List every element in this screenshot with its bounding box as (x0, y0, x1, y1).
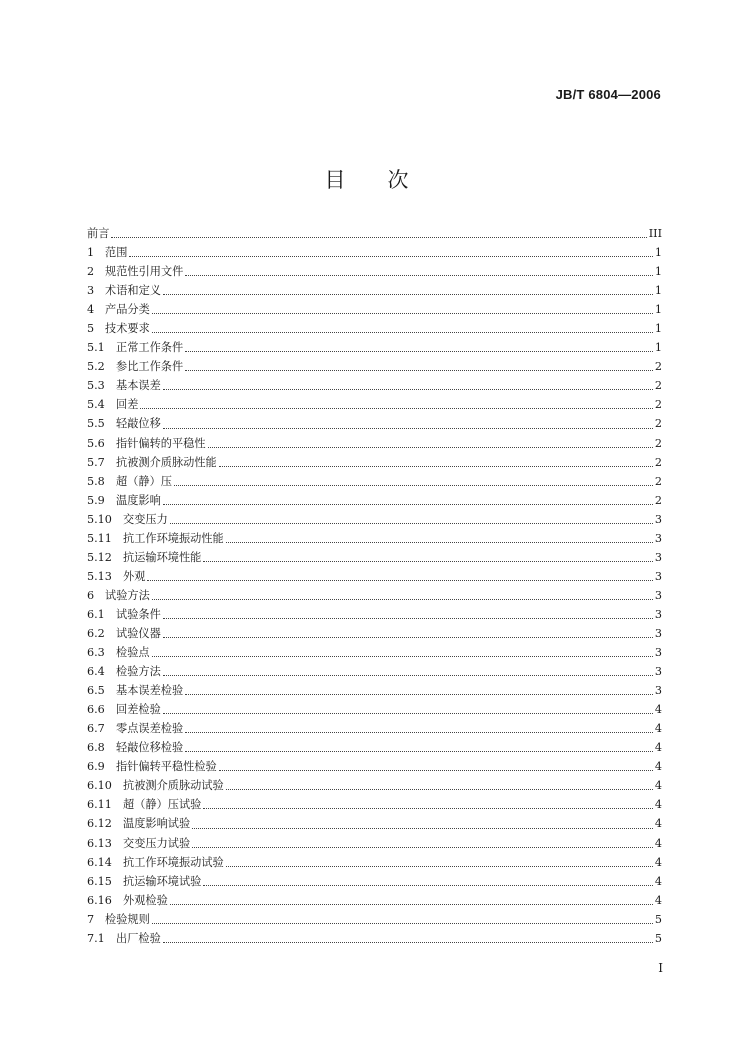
toc-leader-dots (163, 941, 653, 943)
toc-entry[interactable] (87, 814, 662, 833)
toc-entry-number: 7 (87, 912, 95, 926)
toc-entry-label: 温度影响 (116, 493, 161, 507)
toc-entry-page: 5 (654, 931, 662, 945)
toc-entry-label: 抗运输环境试验 (123, 874, 202, 888)
toc-entry-page: 1 (654, 341, 662, 355)
toc-entry-label: 指针偏转的平稳性 (116, 436, 206, 450)
toc-entry[interactable] (87, 529, 662, 548)
toc-entry[interactable] (87, 586, 662, 605)
toc-entry-page: 1 (654, 265, 662, 279)
toc-leader-dots (185, 693, 653, 695)
toc-entry-number: 5.6 (87, 436, 105, 450)
toc-entry-label: 前言 (87, 227, 110, 240)
toc-entry[interactable] (87, 434, 662, 453)
toc-entry-page: 3 (654, 607, 662, 621)
toc-entry[interactable] (87, 567, 662, 586)
toc-leader-dots (203, 884, 653, 886)
toc-title-char: 次 (387, 168, 409, 192)
toc-entry-label: 回差检验 (116, 703, 161, 717)
toc-entry-label: 正常工作条件 (116, 341, 184, 355)
toc-entry[interactable] (87, 453, 662, 472)
toc-entry-label: 产品分类 (105, 303, 150, 317)
toc-entry-page: 2 (654, 398, 662, 412)
toc-entry-label: 抗运输环境性能 (123, 550, 202, 564)
toc-leader-dots (174, 484, 653, 486)
toc-entry-label: 抗工作环境振动试验 (123, 855, 224, 869)
toc-entry-label: 轻敲位移检验 (116, 741, 184, 755)
toc-leader-dots (129, 255, 652, 257)
toc-entry-label: 检验规则 (105, 912, 150, 926)
toc-leader-dots (226, 865, 653, 867)
toc-leader-dots (140, 407, 652, 409)
toc-entry[interactable] (87, 719, 662, 738)
toc-entry-label: 抗工作环境振动性能 (123, 531, 224, 545)
standard-code: JB/T 6804—2006 (555, 87, 661, 102)
toc-entry[interactable] (87, 891, 662, 910)
toc-entry-label: 术语和定义 (105, 284, 161, 298)
toc-leader-dots (152, 922, 653, 924)
toc-title-char: 目 (324, 168, 346, 192)
toc-entry[interactable] (87, 243, 662, 262)
toc-leader-dots (226, 788, 653, 790)
toc-entry[interactable] (87, 605, 662, 624)
toc-entry-page: 3 (654, 684, 662, 698)
toc-entry[interactable] (87, 395, 662, 414)
toc-entry[interactable] (87, 338, 662, 357)
toc-entry-page: 2 (654, 436, 662, 450)
toc-entry-page: 4 (654, 722, 662, 736)
toc-leader-dots (152, 312, 653, 314)
toc-entry-label: 检验方法 (116, 665, 161, 679)
toc-entry-number: 5.12 (87, 550, 112, 564)
toc-entry[interactable] (87, 700, 662, 719)
toc-leader-dots (163, 712, 653, 714)
table-of-contents (87, 224, 662, 948)
toc-entry-label: 超（静）压 (116, 474, 172, 488)
toc-entry-page: 1 (654, 322, 662, 336)
toc-entry-number: 5.11 (87, 531, 112, 545)
toc-leader-dots (185, 274, 653, 276)
toc-entry[interactable] (87, 738, 662, 757)
toc-entry-number: 5.10 (87, 512, 112, 526)
toc-entry[interactable] (87, 414, 662, 433)
toc-entry-label: 技术要求 (105, 322, 150, 336)
toc-entry-page: 3 (654, 531, 662, 545)
toc-entry-page: 2 (654, 379, 662, 393)
toc-entry-page: 2 (654, 493, 662, 507)
toc-leader-dots (185, 750, 653, 752)
toc-entry-page: 2 (654, 360, 662, 374)
toc-leader-dots (163, 293, 653, 295)
toc-entry-label: 外观 (123, 569, 146, 583)
toc-entry-label: 基本误差检验 (116, 684, 184, 698)
toc-entry-number: 6.11 (87, 798, 112, 812)
toc-entry-number: 3 (87, 284, 95, 298)
toc-entry-label: 检验点 (116, 646, 150, 660)
toc-entry-page: 3 (654, 665, 662, 679)
toc-entry-label: 抗被测介质脉动性能 (116, 455, 217, 469)
toc-entry[interactable] (87, 224, 662, 243)
toc-entry-number: 6.4 (87, 665, 105, 679)
toc-entry-label: 外观检验 (123, 893, 168, 907)
toc-leader-dots (185, 731, 653, 733)
toc-entry[interactable] (87, 357, 662, 376)
toc-leader-dots (163, 674, 653, 676)
toc-entry-label: 零点误差检验 (116, 722, 184, 736)
toc-entry[interactable] (87, 929, 662, 948)
toc-entry-label: 交变压力试验 (123, 836, 191, 850)
toc-leader-dots (192, 846, 653, 848)
toc-entry-label: 温度影响试验 (123, 817, 191, 831)
toc-entry-number: 6.1 (87, 607, 105, 621)
toc-entry-page: 3 (654, 550, 662, 564)
toc-entry-page: 4 (654, 741, 662, 755)
toc-leader-dots (185, 350, 653, 352)
toc-entry-label: 试验方法 (105, 588, 150, 602)
toc-entry-number: 6.10 (87, 779, 112, 793)
toc-leader-dots (226, 541, 653, 543)
toc-entry-page: 4 (654, 817, 662, 831)
toc-entry-page: 4 (654, 760, 662, 774)
toc-entry[interactable] (87, 319, 662, 338)
toc-entry-page: 2 (654, 474, 662, 488)
toc-entry-page: 4 (654, 836, 662, 850)
toc-leader-dots (152, 655, 653, 657)
toc-leader-dots (203, 807, 653, 809)
toc-entry-number: 6 (87, 588, 95, 602)
toc-entry-page: 4 (654, 779, 662, 793)
toc-leader-dots (170, 522, 653, 524)
toc-leader-dots (185, 369, 653, 371)
toc-entry-label: 回差 (116, 398, 139, 412)
toc-entry-page: 3 (654, 569, 662, 583)
toc-entry[interactable] (87, 376, 662, 395)
toc-entry-number: 6.9 (87, 760, 105, 774)
toc-leader-dots (163, 503, 653, 505)
toc-entry-number: 1 (87, 246, 95, 260)
toc-entry-page: 4 (654, 798, 662, 812)
toc-entry-number: 6.5 (87, 684, 105, 698)
toc-entry-number: 5.2 (87, 360, 105, 374)
toc-entry[interactable] (87, 853, 662, 872)
toc-entry-number: 2 (87, 265, 95, 279)
toc-leader-dots (163, 617, 653, 619)
toc-leader-dots (152, 331, 653, 333)
toc-entry-number: 5.3 (87, 379, 105, 393)
toc-entry-number: 7.1 (87, 931, 105, 945)
toc-entry-label: 试验仪器 (116, 626, 161, 640)
toc-entry[interactable] (87, 795, 662, 814)
toc-entry-number: 6.7 (87, 722, 105, 736)
toc-entry-number: 5.9 (87, 493, 105, 507)
toc-entry[interactable] (87, 281, 662, 300)
toc-entry[interactable] (87, 834, 662, 853)
toc-entry-page: III (648, 227, 662, 240)
toc-title (0, 164, 733, 194)
toc-entry-number: 6.16 (87, 893, 112, 907)
toc-entry-number: 5 (87, 322, 95, 336)
toc-entry-label: 规范性引用文件 (105, 265, 184, 279)
toc-leader-dots (111, 236, 646, 238)
toc-leader-dots (147, 579, 652, 581)
toc-entry-page: 5 (654, 912, 662, 926)
toc-entry[interactable] (87, 910, 662, 929)
toc-entry-number: 6.8 (87, 741, 105, 755)
toc-leader-dots (208, 446, 653, 448)
toc-entry-page: 3 (654, 588, 662, 602)
toc-entry-label: 试验条件 (116, 607, 161, 621)
toc-entry-label: 超（静）压试验 (123, 798, 202, 812)
toc-entry-label: 范围 (105, 246, 128, 260)
toc-entry-page: 1 (654, 303, 662, 317)
toc-entry-label: 交变压力 (123, 512, 168, 526)
toc-entry-number: 5.4 (87, 398, 105, 412)
toc-entry-number: 4 (87, 303, 95, 317)
toc-entry[interactable] (87, 472, 662, 491)
toc-entry-number: 5.7 (87, 455, 105, 469)
toc-entry-page: 1 (654, 246, 662, 260)
toc-entry-label: 基本误差 (116, 379, 161, 393)
toc-entry[interactable] (87, 757, 662, 776)
toc-entry-page: 3 (654, 646, 662, 660)
toc-leader-dots (192, 827, 653, 829)
toc-entry[interactable] (87, 776, 662, 795)
toc-entry-number: 6.14 (87, 855, 112, 869)
toc-entry-page: 3 (654, 512, 662, 526)
toc-entry-page: 4 (654, 855, 662, 869)
toc-entry[interactable] (87, 643, 662, 662)
toc-leader-dots (163, 636, 653, 638)
toc-entry[interactable] (87, 624, 662, 643)
toc-entry-page: 4 (654, 893, 662, 907)
toc-entry[interactable] (87, 681, 662, 700)
toc-entry-page: 2 (654, 417, 662, 431)
toc-entry[interactable] (87, 662, 662, 681)
toc-leader-dots (219, 465, 653, 467)
toc-leader-dots (170, 903, 653, 905)
toc-entry-number: 6.2 (87, 626, 105, 640)
page-number: I (658, 961, 663, 975)
toc-entry[interactable] (87, 262, 662, 281)
toc-entry-label: 轻敲位移 (116, 417, 161, 431)
toc-entry-number: 5.8 (87, 474, 105, 488)
toc-entry-label: 出厂检验 (116, 931, 161, 945)
toc-entry-number: 6.12 (87, 817, 112, 831)
toc-entry-number: 6.3 (87, 646, 105, 660)
toc-entry-label: 指针偏转平稳性检验 (116, 760, 217, 774)
toc-entry-number: 6.13 (87, 836, 112, 850)
toc-leader-dots (219, 769, 653, 771)
toc-entry[interactable] (87, 491, 662, 510)
toc-entry-label: 参比工作条件 (116, 360, 184, 374)
toc-entry-page: 2 (654, 455, 662, 469)
toc-entry-page: 3 (654, 626, 662, 640)
toc-entry-number: 6.15 (87, 874, 112, 888)
toc-entry-number: 5.5 (87, 417, 105, 431)
toc-leader-dots (163, 427, 653, 429)
toc-leader-dots (203, 560, 653, 562)
toc-entry-page: 1 (654, 284, 662, 298)
toc-leader-dots (163, 388, 653, 390)
toc-entry-page: 4 (654, 703, 662, 717)
toc-entry[interactable] (87, 872, 662, 891)
toc-entry-number: 5.1 (87, 341, 105, 355)
toc-entry-page: 4 (654, 874, 662, 888)
toc-entry-label: 抗被测介质脉动试验 (123, 779, 224, 793)
toc-entry[interactable] (87, 510, 662, 529)
toc-entry[interactable] (87, 300, 662, 319)
toc-leader-dots (152, 598, 653, 600)
toc-entry-number: 6.6 (87, 703, 105, 717)
toc-entry-number: 5.13 (87, 569, 112, 583)
toc-entry[interactable] (87, 548, 662, 567)
